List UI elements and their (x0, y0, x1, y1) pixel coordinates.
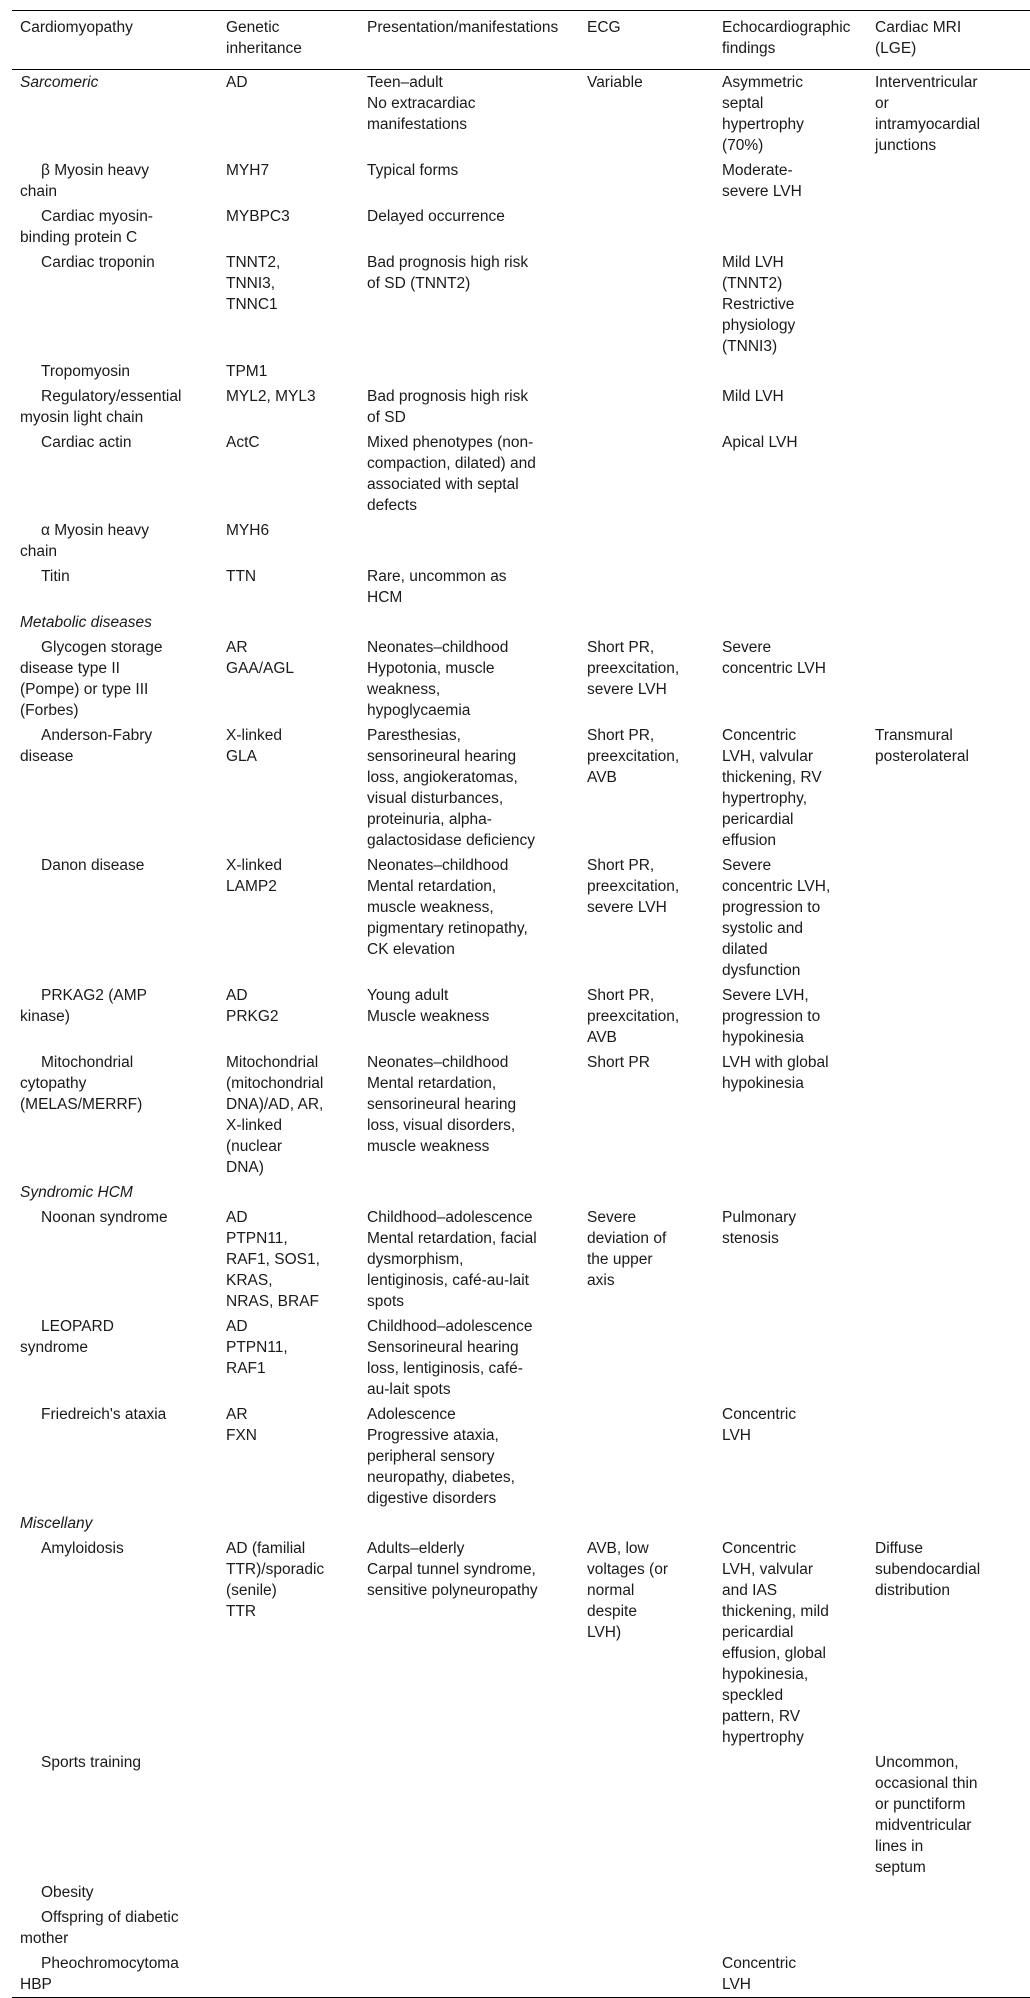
table-cell (867, 635, 1030, 723)
table-cell: AD PTPN11, RAF1 (226, 1318, 288, 1377)
table-cell (579, 250, 714, 359)
table-cell: Diffuse subendocardial distribution (875, 1540, 981, 1599)
table-cell: AD PRKG2 (226, 987, 279, 1025)
table-cell: ActC (226, 434, 260, 451)
table-cell: TPM1 (226, 363, 268, 380)
table-cell (714, 1905, 867, 1951)
header-cell: Echocardiographic findings (722, 19, 851, 57)
table-cell (359, 1880, 579, 1905)
header-cell: Genetic inheritance (226, 19, 302, 57)
table-cell: TNNT2, TNNI3, TNNC1 (226, 254, 281, 313)
table-cell: Asymmetric septal hypertrophy (70%) (722, 74, 804, 154)
table-cell: AD (familial TTR)/sporadic (senile) TTR (226, 1540, 325, 1620)
table-cell (714, 518, 867, 564)
category-row (12, 1511, 1030, 1536)
table-cell (218, 1951, 359, 1998)
cardiomyopathy-cell: Danon disease (41, 857, 145, 874)
table-cell: Short PR, preexcitation, severe LVH (587, 857, 680, 916)
table-cell (714, 564, 867, 610)
table-cell: Concentric LVH (722, 1955, 797, 1993)
table-cell (867, 1402, 1030, 1511)
table-cell: Severe LVH, progression to hypokinesia (722, 987, 821, 1046)
table-cell (579, 359, 714, 384)
table-cell (579, 204, 714, 250)
table-cell (218, 610, 359, 635)
table-row (12, 1205, 1030, 1314)
table-cell (714, 1880, 867, 1905)
table-row (12, 1951, 1030, 1998)
table-cell (579, 518, 714, 564)
table-cell: Concentric LVH (722, 1406, 797, 1444)
cardiomyopathy-cell: α Myosin heavy chain (20, 522, 150, 560)
cardiomyopathy-cell: Anderson-Fabry disease (20, 727, 153, 765)
cardiomyopathy-cell: Obesity (41, 1884, 94, 1901)
table-cell: Childhood–adolescence Mental retardation, facial dysmorphism, lentiginosis, café-au-lait spots (367, 1209, 537, 1310)
cardiomyopathy-table (12, 10, 1030, 1998)
table-cell: Bad prognosis high risk of SD (TNNT2) (367, 254, 529, 292)
cardiomyopathy-cell: Mitochondrial cytopathy (MELAS/MERRF) (20, 1054, 143, 1113)
table-cell (218, 1180, 359, 1205)
table-cell: Mitochondrial (mitochondrial DNA)/AD, AR, X-linked (nuclear DNA) (226, 1054, 324, 1176)
table-cell: Bad prognosis high risk of SD (367, 388, 529, 426)
table-cell: Severe concentric LVH, progression to systolic and dilated dysfunction (722, 857, 831, 979)
category-row (12, 70, 1030, 159)
cardiomyopathy-cell: Pheochromocytoma HBP (20, 1955, 179, 1993)
header-cell: Cardiomyopathy (20, 19, 133, 36)
table-cell: Paresthesias, sensorineural hearing loss, angiokeratomas, visual disturbances, proteinuria, alpha- galactosidase deficiency (367, 727, 536, 849)
table-cell (714, 359, 867, 384)
table-row (12, 1905, 1030, 1951)
table-cell (867, 204, 1030, 250)
table-cell: Variable (587, 74, 643, 91)
table-cell (867, 1314, 1030, 1402)
table-cell: Rare, uncommon as HCM (367, 568, 507, 606)
table-cell (359, 1951, 579, 1998)
table-cell (579, 1511, 714, 1536)
table-cell (714, 610, 867, 635)
table-cell (579, 430, 714, 518)
table-row (12, 430, 1030, 518)
table-row (12, 384, 1030, 430)
table-cell (359, 610, 579, 635)
cardiomyopathy-cell: PRKAG2 (AMP kinase) (20, 987, 147, 1025)
table-row (12, 1750, 1030, 1880)
table-row (12, 204, 1030, 250)
table-cell: MYH6 (226, 522, 270, 539)
table-row (12, 250, 1030, 359)
table-cell (867, 1905, 1030, 1951)
table-cell (579, 564, 714, 610)
table-cell (359, 1511, 579, 1536)
table-cell (579, 1880, 714, 1905)
cardiomyopathy-cell: Cardiac troponin (41, 254, 155, 271)
table-cell: Mild LVH (722, 388, 784, 405)
cardiomyopathy-cell: Cardiac actin (41, 434, 132, 451)
table-cell (579, 1180, 714, 1205)
table-cell (867, 853, 1030, 983)
table-cell: TTN (226, 568, 257, 585)
header-cell: Presentation/manifestations (367, 19, 559, 36)
table-cell: MYL2, MYL3 (226, 388, 316, 405)
table-cell (867, 1180, 1030, 1205)
table-cell: Young adult Muscle weakness (367, 987, 490, 1025)
table-cell (867, 430, 1030, 518)
table-cell: Neonates–childhood Mental retardation, sensorineural hearing loss, visual disorders, muscle weakness (367, 1054, 517, 1155)
table-cell (218, 1880, 359, 1905)
table-cell (867, 158, 1030, 204)
table-cell: Delayed occurrence (367, 208, 505, 225)
table-cell: AR FXN (226, 1406, 257, 1444)
table-cell: MYBPC3 (226, 208, 290, 225)
table-cell: Moderate- severe LVH (722, 162, 802, 200)
table-cell: AD (226, 74, 248, 91)
table-cell (359, 518, 579, 564)
table-header (12, 11, 1030, 70)
table-row (12, 1536, 1030, 1750)
category-label: Sarcomeric (20, 74, 99, 91)
table-row (12, 1402, 1030, 1511)
table-cell (867, 1951, 1030, 1998)
table-cell: Mild LVH (TNNT2) Restrictive physiology (TNNI3) (722, 254, 796, 355)
table-cell (579, 1905, 714, 1951)
table-row (12, 359, 1030, 384)
table-cell: Severe deviation of the upper axis (587, 1209, 667, 1289)
table-cell: X-linked GLA (226, 727, 282, 765)
table-cell: Adults–elderly Carpal tunnel syndrome, sensitive polyneuropathy (367, 1540, 538, 1599)
table-row (12, 1050, 1030, 1180)
table-cell: Typical forms (367, 162, 459, 179)
table-row (12, 723, 1030, 853)
table-cell: Pulmonary stenosis (722, 1209, 797, 1247)
table-cell: Short PR, preexcitation, AVB (587, 987, 680, 1046)
table-row (12, 564, 1030, 610)
table-cell: Uncommon, occasional thin or punctiform midventricular lines in septum (875, 1754, 978, 1876)
table-cell (867, 1205, 1030, 1314)
table-cell: Short PR (587, 1054, 650, 1071)
table-cell (867, 610, 1030, 635)
table-cell: MYH7 (226, 162, 270, 179)
cardiomyopathy-cell: Tropomyosin (41, 363, 131, 380)
table-cell (359, 359, 579, 384)
table-cell (714, 1180, 867, 1205)
table-cell (867, 359, 1030, 384)
cardiomyopathy-cell: Glycogen storage disease type II (Pompe) or type III (Forbes) (20, 639, 163, 719)
table-cell (579, 158, 714, 204)
table-row (12, 853, 1030, 983)
table-cell: Apical LVH (722, 434, 798, 451)
table-body (12, 70, 1030, 1998)
table-cell (218, 1511, 359, 1536)
table-cell (579, 610, 714, 635)
table-cell (867, 564, 1030, 610)
table-cell: AR GAA/AGL (226, 639, 295, 677)
table-cell (359, 1180, 579, 1205)
table-cell (579, 1750, 714, 1880)
table-cell (867, 384, 1030, 430)
table-cell (218, 1750, 359, 1880)
table-cell: Teen–adult No extracardiac manifestations (367, 74, 476, 133)
table-cell: AVB, low voltages (or normal despite LVH) (587, 1540, 668, 1641)
table-cell (579, 384, 714, 430)
table-cell: AD PTPN11, RAF1, SOS1, KRAS, NRAS, BRAF (226, 1209, 320, 1310)
table-cell (867, 983, 1030, 1050)
document-table-container (12, 10, 1030, 1998)
table-row (12, 1880, 1030, 1905)
table-cell (867, 250, 1030, 359)
category-label: Syndromic HCM (20, 1184, 133, 1201)
cardiomyopathy-cell: β Myosin heavy chain (20, 162, 149, 200)
cardiomyopathy-cell: LEOPARD syndrome (20, 1318, 114, 1356)
table-cell: LVH with global hypokinesia (722, 1054, 829, 1092)
table-cell (579, 1314, 714, 1402)
table-cell (714, 204, 867, 250)
table-cell: Childhood–adolescence Sensorineural hearing loss, lentiginosis, café- au-lait spots (367, 1318, 533, 1398)
table-cell: Neonates–childhood Mental retardation, muscle weakness, pigmentary retinopathy, CK elevation (367, 857, 528, 958)
category-label: Metabolic diseases (20, 614, 152, 631)
table-cell (867, 1511, 1030, 1536)
table-cell: X-linked LAMP2 (226, 857, 282, 895)
table-row (12, 518, 1030, 564)
table-cell: Short PR, preexcitation, severe LVH (587, 639, 680, 698)
table-cell (218, 1905, 359, 1951)
table-row (12, 158, 1030, 204)
table-cell: Interventricular or intramyocardial junctions (875, 74, 981, 154)
header-row (12, 11, 1030, 70)
table-cell (359, 1750, 579, 1880)
table-cell (714, 1314, 867, 1402)
category-row (12, 1180, 1030, 1205)
table-row (12, 635, 1030, 723)
table-cell (867, 1050, 1030, 1180)
category-row (12, 610, 1030, 635)
table-cell (359, 1905, 579, 1951)
cardiomyopathy-cell: Sports training (41, 1754, 141, 1771)
table-cell: Concentric LVH, valvular thickening, RV hypertrophy, pericardial effusion (722, 727, 822, 849)
header-cell: ECG (587, 19, 621, 36)
table-cell (579, 1951, 714, 1998)
table-cell: Neonates–childhood Hypotonia, muscle weakness, hypoglycaemia (367, 639, 509, 719)
table-cell (579, 1402, 714, 1511)
table-cell: Concentric LVH, valvular and IAS thickening, mild pericardial effusion, global hypokinesia, speckled pattern, RV hypertrophy (722, 1540, 829, 1746)
cardiomyopathy-cell: Amyloidosis (41, 1540, 124, 1557)
table-cell: Adolescence Progressive ataxia, peripheral sensory neuropathy, diabetes, digestive disorders (367, 1406, 515, 1507)
category-label: Miscellany (20, 1515, 93, 1532)
header-cell: Cardiac MRI (LGE) (875, 19, 962, 57)
table-cell (867, 1880, 1030, 1905)
table-cell (867, 518, 1030, 564)
table-row (12, 983, 1030, 1050)
table-cell (714, 1750, 867, 1880)
table-cell: Mixed phenotypes (non- compaction, dilated) and associated with septal defects (367, 434, 536, 514)
table-cell: Severe concentric LVH (722, 639, 826, 677)
cardiomyopathy-cell: Titin (41, 568, 70, 585)
table-row (12, 1314, 1030, 1402)
table-cell (714, 1511, 867, 1536)
cardiomyopathy-cell: Regulatory/essential myosin light chain (20, 388, 182, 426)
cardiomyopathy-cell: Offspring of diabetic mother (20, 1909, 179, 1947)
table-cell: Transmural posterolateral (875, 727, 969, 765)
table-cell: Short PR, preexcitation, AVB (587, 727, 680, 786)
cardiomyopathy-cell: Noonan syndrome (41, 1209, 168, 1226)
cardiomyopathy-cell: Friedreich's ataxia (41, 1406, 167, 1423)
cardiomyopathy-cell: Cardiac myosin- binding protein C (20, 208, 153, 246)
